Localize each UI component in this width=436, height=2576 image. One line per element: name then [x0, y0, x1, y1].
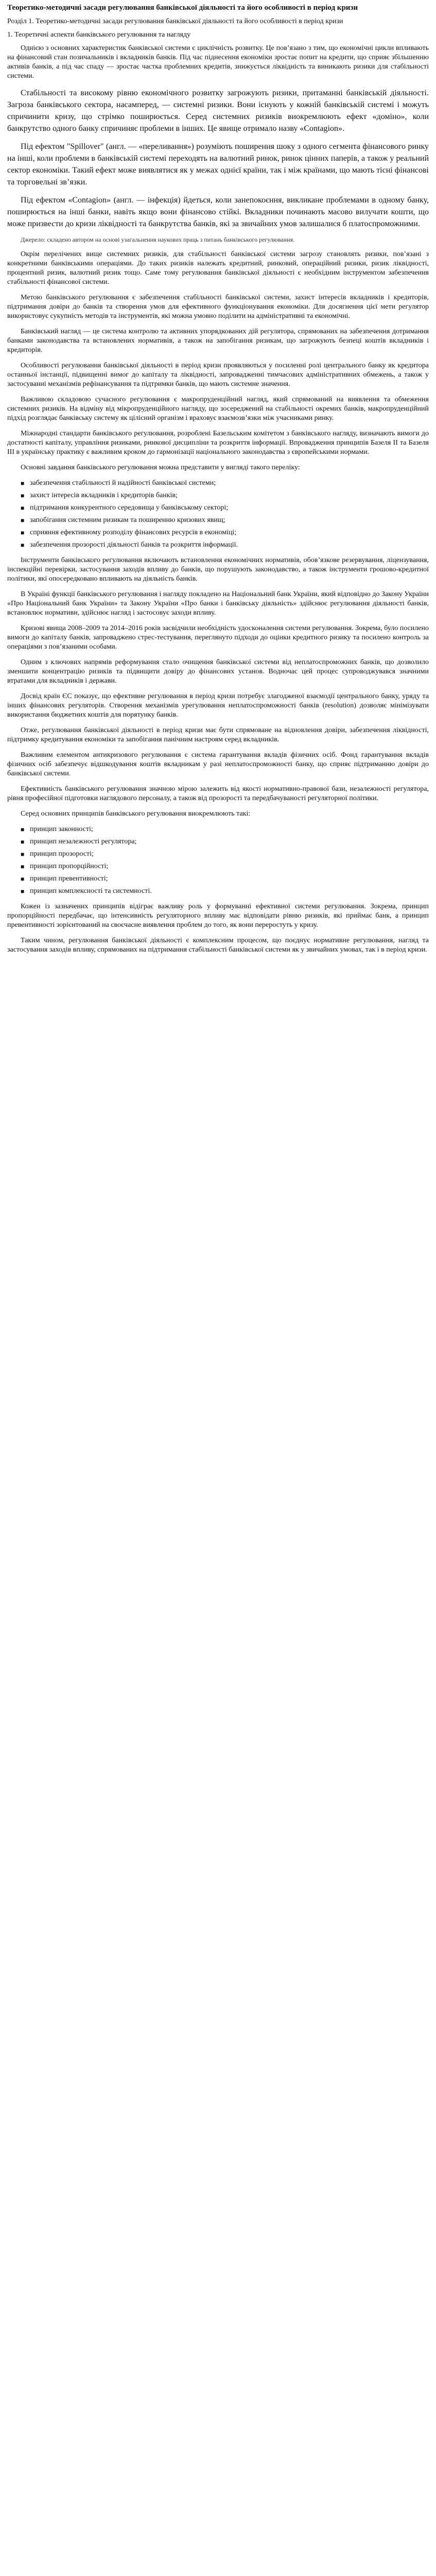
paragraph: Окрім перелічених вище системних ризиків, для стабільності банківської системи загрозу становлять ризики, пов’язані з конкретними банківськими операціями. До таких ризиків належать кредитний, ринковий, операційний ризики, ризик ліквідності, процентний ризик, валютний ризик тощо. Саме тому регулювання банківської діяльності є необхідним інструментом забезпечення стабільності фінансової системи.	[7, 250, 429, 286]
bullet-list	[7, 479, 429, 550]
list-item: ■ захист інтересів вкладників і кредиторів банків;	[21, 491, 429, 500]
paragraph: Метою банківського регулювання є забезпечення стабільності банківської системи, захист інтересів вкладників і кредиторів, підтримання довіри до банків та створення умов для ефективного функціонування економіки. Для досягнення цієї мети регулятор використовує сукупність методів та інструментів, які можна умовно поділити на адміністративні та економічні.	[7, 294, 429, 320]
subsection-title: 1. Теоретичні аспекти банківського регулювання та нагляду	[7, 31, 191, 39]
list-item: ■ запобігання системним ризикам та поширенню кризових явищ;	[21, 516, 429, 525]
section-title: Розділ 1. Теоретико-методичні засади регулювання банківської діяльності та його особливості в період кризи	[7, 18, 343, 25]
paragraph: Банківський нагляд — це система контролю та активних упорядкованих дій регулятора, спрямованих на забезпечення дотримання банками законодавства та встановлених нормативів, а також на запобігання ризикам, що загрожують безпеці коштів вкладників і кредиторів.	[7, 328, 429, 354]
list-item: ■ принцип пропорційності;	[21, 862, 429, 871]
paragraph: Ефективність банківського регулювання значною мірою залежить від якості нормативно-правової бази, незалежності регулятора, рівня професійної підготовки наглядового персоналу, а також від прозорості та передбачуваності регуляторної політики.	[7, 785, 429, 802]
paragraph: Важливим елементом антикризового регулювання є система гарантування вкладів фізичних осіб. Фонд гарантування вкладів фізичних осіб забезпечує відшкодування коштів вкладникам у разі неплатоспроможності банку, що сприяє підтриманню довіри до банківської системи.	[7, 751, 429, 777]
bullet-list	[7, 825, 429, 896]
list-item: ■ принцип законності;	[21, 825, 429, 834]
paragraph: Під ефектом "Spillover" (англ. — «переливання») розуміють поширення шоку з одного сегмента фінансового ринку на інші, коли проблеми в банківській системі переходять на валютний ринок, ринок цінних паперів, а також у реальний сектор економіки. Такий ефект може виявлятися як у межах однієї країни, так і між країнами, що мають тісні фінансові та торговельні зв’язки.	[7, 142, 429, 187]
paragraph: Таким чином, регулювання банківської діяльності є комплексним процесом, що поєднує нормативне регулювання, нагляд та застосування заходів впливу, спрямованих на підтримання стабільності банківської системи як у звичайних умовах, так і в період кризи.	[7, 937, 429, 954]
list-item: ■ сприяння ефективному розподілу фінансових ресурсів в економіці;	[21, 528, 429, 537]
paragraph: В Україні функції банківського регулювання і нагляду покладено на Національний банк України, який відповідно до Закону України «Про Національний банк України» та Закону України «Про банки і банківську діяльність» здійснює регулювання діяльності банків, встановлює нормативи, здійснює нагляд і застосовує заходи впливу.	[7, 590, 429, 617]
paragraph: Міжнародні стандарти банківського регулювання, розроблені Базельським комітетом з банківського нагляду, визначають вимоги до достатності капіталу, управління ризиками, ринкової дисципліни та розкриття інформації. Впровадження принципів Базеля ІІ та Базеля ІІІ в українську практику є важливим кроком до гармонізації національного законодавства з європейськими нормами.	[7, 430, 429, 456]
list-item: ■ принцип комплексності та системності.	[21, 887, 429, 896]
paragraph: Особливості регулювання банківської діяльності в період кризи проявляються у посиленні ролі центрального банку як кредитора останньої інстанції, підвищенні вимог до капіталу та ліквідності, запровадженні тимчасових адміністративних обмежень, а також у застосуванні механізмів рефінансування та підтримки банків, що мають системне значення.	[7, 362, 429, 388]
paragraph: Отже, регулювання банківської діяльності в період кризи має бути спрямоване на відновлення довіри, забезпечення ліквідності, підтримку кредитування економіки та запобігання панічним настроям серед вкладників.	[7, 726, 429, 743]
list-item: ■ забезпечення прозорості діяльності банків та розкриття інформації.	[21, 540, 429, 550]
paragraph: Серед основних принципів банківського регулювання виокремлюють такі:	[21, 810, 251, 818]
paragraph: Одним з ключових напрямів реформування стало очищення банківської системи від неплатоспроможних банків, що дозволило зменшити концентрацію ризиків та підвищити довіру до фінансових установ. Водночас цей процес супроводжувався значними втратами для вкладників і держави.	[7, 658, 429, 685]
document-body	[7, 44, 429, 955]
list-item: ■ принцип незалежності регулятора;	[21, 837, 429, 846]
list-item: ■ забезпечення стабільності й надійності банківської системи;	[21, 479, 429, 488]
paragraph: Важливою складовою сучасного регулювання є макропруденційний нагляд, який спрямований на виявлення та обмеження системних ризиків. На відміну від мікропруденційного нагляду, що зосереджений на стабільності окремих банків, макропруденційний підхід розглядає банківську систему як цілісний організм і враховує взаємозв’язки між учасниками ринку.	[7, 396, 429, 422]
paragraph: Досвід країн ЄС показує, що ефективне регулювання в період кризи потребує злагодженої взаємодії центрального банку, уряду та інших фінансових регуляторів. Створення механізмів урегулювання неплатоспроможності банків (resolution) дозволяє мінімізувати використання бюджетних коштів для порятунку банків.	[7, 692, 429, 719]
source-note: Джерело: складено автором на основі узагальнення наукових праць з питань банківського регулювання.	[21, 236, 294, 243]
paragraph: Стабільності та високому рівню економічного розвитку загрожують ризики, притаманні банківській діяльності. Загроза банківського сектора, насамперед, — системні ризики. Вони існують у кожній банківській системі і можуть спричинити кризу, що стрімко поширюється. Серед системних ризиків виокремлюють ефект «доміно», коли банкрутство одного банку спричиняє проблеми в інших. Це явище отримало назву «Contagion».	[7, 89, 429, 133]
paragraph: Інструменти банківського регулювання включають встановлення економічних нормативів, обов’язкове резервування, ліцензування, інспекційні перевірки, застосування заходів впливу до банків, що порушують законодавство, а також інструменти грошово-кредитної політики, які опосередковано впливають на діяльність банків.	[7, 556, 429, 583]
list-item: ■ принцип превентивності;	[21, 874, 429, 884]
paragraph: Кожен із зазначених принципів відіграє важливу роль у формуванні ефективної системи регулювання. Зокрема, принцип пропорційності передбачає, що інтенсивність регуляторного впливу має відповідати рівню ризиків, які приймає банк, а принцип превентивності зорієнтований на своєчасне виявлення проблем до того, як вони переростуть у кризу.	[7, 903, 429, 929]
paragraph: Кризові явища 2008–2009 та 2014–2016 років засвідчили необхідність удосконалення системи регулювання. Зокрема, було посилено вимоги до капіталу банків, запроваджено стрес-тестування, переглянуто підходи до оцінки кредитного ризику та посилено контроль за операціями з пов’язаними особами.	[7, 624, 429, 651]
paragraph: Однією з основних характеристик банківської системи є циклічність розвитку. Це пов’язано з тим, що економічні цикли впливають на фінансовий стан позичальників і вкладників банків. Під час піднесення економіки зростає попит на кредити, що сприяє збільшенню активів банків, а під час спаду — зростає частка проблемних кредитів, знижується ліквідність та виникають ризики для стабільності системи.	[7, 44, 429, 80]
paragraph: Під ефектом «Contagion» (англ. — інфекція) йдеться, коли занепокоєння, викликане проблемами в одному банку, поширюється на інші банки, навіть якщо вони фінансово стійкі. Вкладники починають масово вилучати кошти, що може призвести до кризи ліквідності та банкрутства банків, які за звичайних умов залишалися б платоспроможними.	[7, 196, 429, 228]
list-item: ■ принцип прозорості;	[21, 850, 429, 859]
list-item: ■ підтримання конкурентного середовища у банківському секторі;	[21, 503, 429, 513]
document-title: Теоретико-методичні засади регулювання банківської діяльності та його особливості в період кризи	[7, 4, 358, 12]
paragraph: Основні завдання банківського регулювання можна представити у вигляді такого переліку:	[21, 464, 300, 471]
